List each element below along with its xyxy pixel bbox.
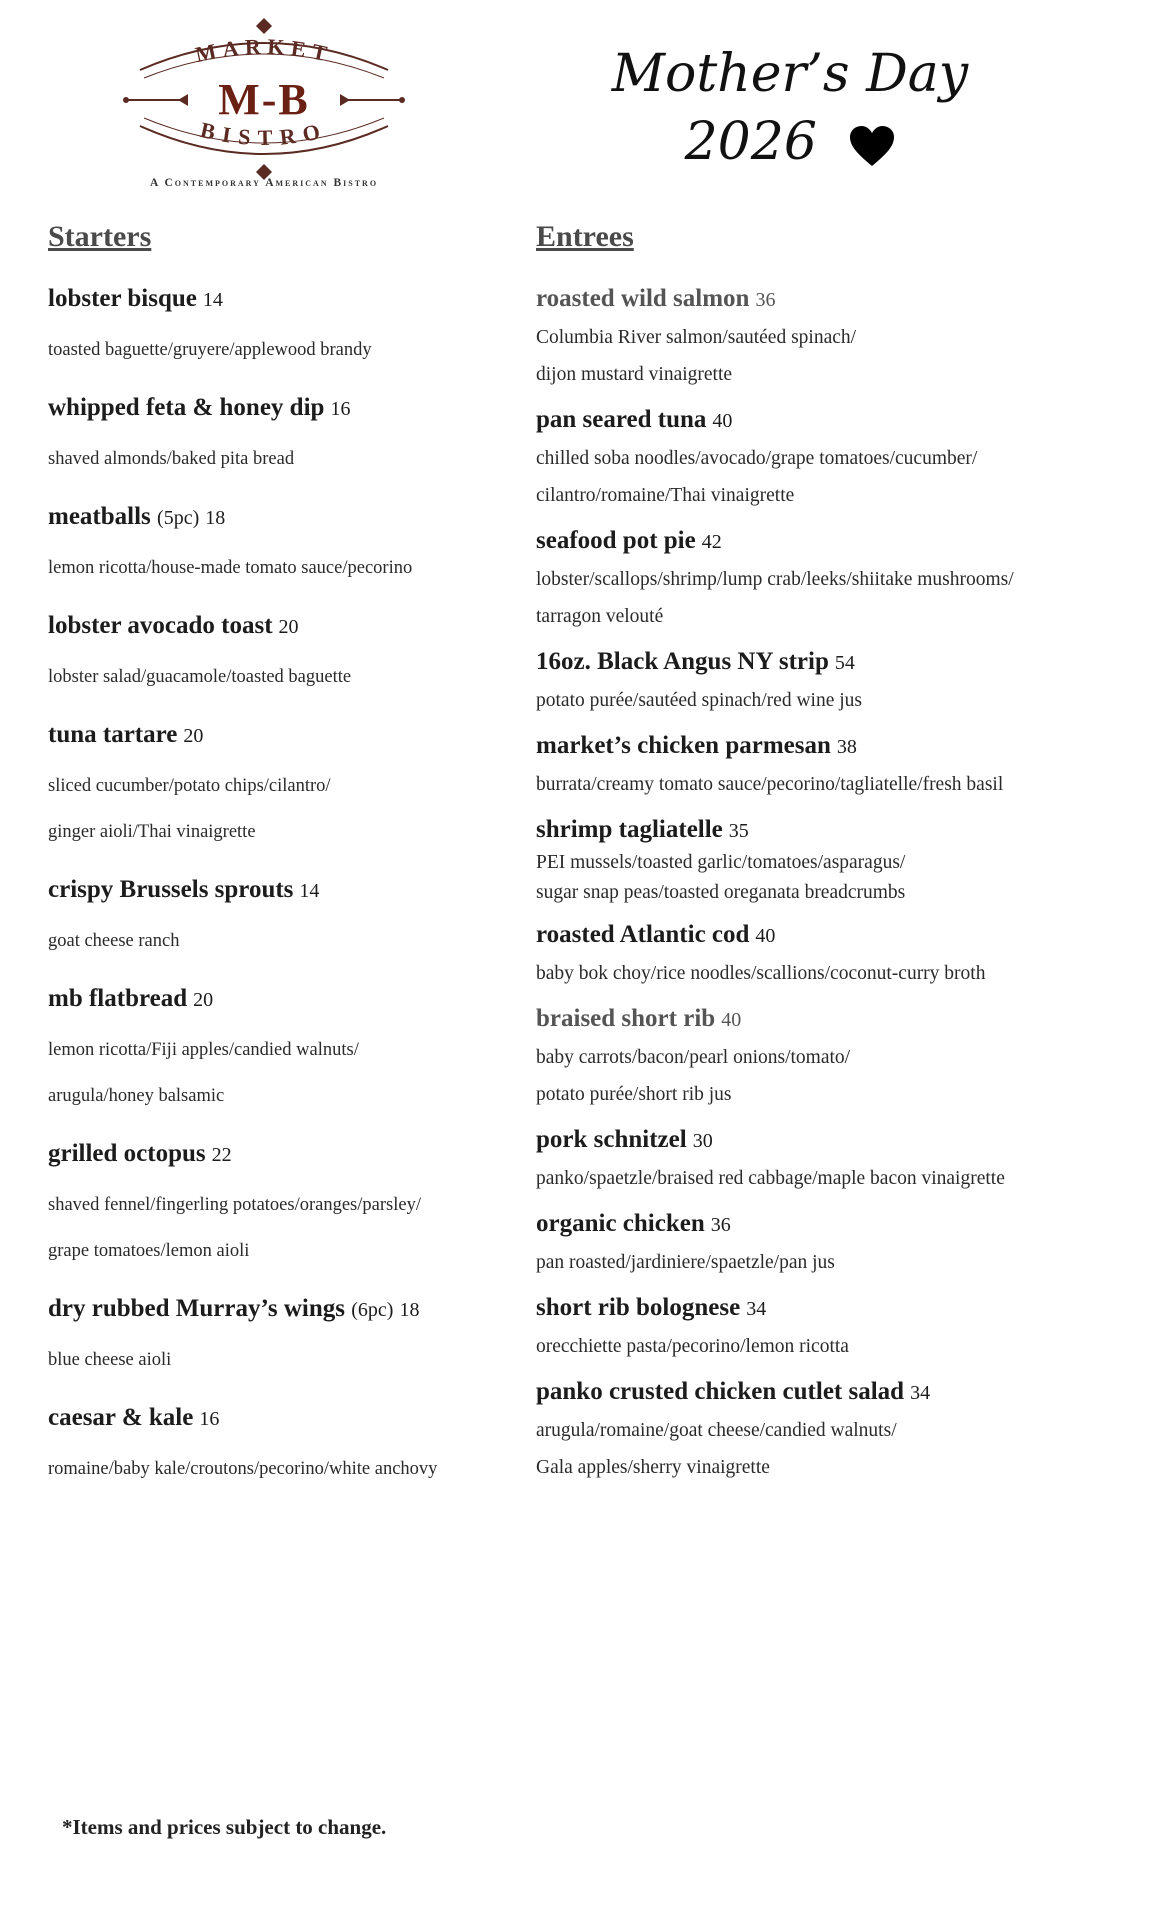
item-description: toasted baguette/gruyere/applewood brandy [48,340,372,360]
item-description: pan roasted/jardiniere/spaetzle/pan jus [536,1252,835,1273]
item-description: potato purée/sautéed spinach/red wine jus [536,690,862,711]
menu-item [48,1139,508,1274]
item-description-line: dijon mustard vinaigrette [536,364,733,385]
heart-icon [849,125,895,167]
item-description: baby bok choy/rice noodles/scallions/coconut-curry broth [536,963,986,984]
item-price: 22 [211,1144,232,1166]
logo-tagline: A Contemporary American Bistro [149,177,379,189]
menu-item [48,502,508,591]
item-description-line: sliced cucumber/potato chips/cilantro/ [48,776,331,796]
menu-item [536,815,1136,908]
item-price: 42 [701,531,722,553]
item-description [536,440,1136,514]
item-name: panko crusted chicken cutlet salad [536,1378,905,1405]
item-name: lobster avocado toast [48,612,273,639]
title-line-2 [600,108,980,176]
item-description-line: grape tomatoes/lemon aioli [48,1241,250,1261]
item-description-line: lemon ricotta/Fiji apples/candied walnuts/ [48,1040,359,1060]
logo-bottom-arc-text: BISTRO [198,116,330,151]
item-name: mb flatbread [48,985,188,1012]
item-name: shrimp tagliatelle [536,816,723,843]
item-price: 38 [836,736,857,758]
menu-item [536,1377,1136,1486]
item-price: 18 [205,507,226,529]
item-description: panko/spaetzle/braised red cabbage/maple bacon vinaigrette [536,1168,1005,1189]
item-price: 18 [399,1299,420,1321]
item-price: 14 [202,289,223,311]
menu-item [536,405,1136,514]
item-description: burrata/creamy tomato sauce/pecorino/tagliatelle/fresh basil [536,774,1004,795]
item-price: 54 [834,652,855,674]
item-description-line: sugar snap peas/toasted oreganata breadcrumbs [536,882,906,903]
item-description-line: Gala apples/sherry vinaigrette [536,1457,770,1478]
menu-item [48,611,508,700]
menu-item [536,920,1136,992]
item-portion: (5pc) [157,507,200,529]
item-description: romaine/baby kale/croutons/pecorino/white anchovy [48,1459,438,1479]
item-description-line: PEI mussels/toasted garlic/tomatoes/asparagus/ [536,852,906,873]
item-description-line: arugula/honey balsamic [48,1086,225,1106]
menu-item [48,720,508,855]
item-description: lemon ricotta/house-made tomato sauce/pecorino [48,558,413,578]
item-description-line: baby carrots/bacon/pearl onions/tomato/ [536,1047,851,1068]
item-price: 34 [910,1382,931,1404]
menu-item [48,875,508,964]
item-description [536,561,1136,635]
item-name: whipped feta & honey dip [48,394,325,421]
logo-top-arc-text: MARKET [193,33,336,68]
item-description-line: Columbia River salmon/sautéed spinach/ [536,327,857,348]
item-description: blue cheese aioli [48,1350,172,1370]
item-name: roasted wild salmon [536,285,750,312]
item-description [48,763,508,855]
item-description-line: potato purée/short rib jus [536,1084,732,1105]
item-description [536,319,1136,393]
item-price: 20 [193,989,214,1011]
logo-graphic [88,14,440,194]
item-description [536,1039,1136,1113]
menu-item [536,1209,1136,1281]
item-name: organic chicken [536,1210,705,1237]
item-description: lobster salad/guacamole/toasted baguette [48,667,352,687]
menu-item [536,284,1136,393]
menu-item [48,393,508,482]
item-price: 30 [692,1130,713,1152]
menu-item [48,984,508,1119]
menu-item [48,284,508,373]
item-price: 14 [299,880,320,902]
item-price: 16 [199,1408,220,1430]
starters-heading: Starters [48,220,152,253]
item-name: pan seared tuna [536,406,707,433]
item-price: 40 [755,925,776,947]
item-name: meatballs [48,503,151,530]
item-description [536,1412,1136,1486]
item-name: crispy Brussels sprouts [48,876,294,903]
starters-section [48,220,508,1512]
item-description-line: lobster/scallops/shrimp/lump crab/leeks/shiitake mushrooms/ [536,569,1014,590]
item-description-line: cilantro/romaine/Thai vinaigrette [536,485,795,506]
logo-mark: M-B [218,75,310,124]
item-price: 36 [755,289,776,311]
menu-item [48,1403,508,1492]
item-price: 16 [330,398,351,420]
item-portion: (6pc) [351,1299,394,1321]
item-description-line: tarragon velouté [536,606,664,627]
item-price: 40 [721,1009,742,1031]
item-description [48,1027,508,1119]
item-name: caesar & kale [48,1404,194,1431]
item-price: 34 [746,1298,767,1320]
item-description: shaved almonds/baked pita bread [48,449,295,469]
item-price: 40 [712,410,733,432]
item-description: orecchiette pasta/pecorino/lemon ricotta [536,1336,849,1357]
item-name: short rib bolognese [536,1294,741,1321]
item-description-line: chilled soba noodles/avocado/grape tomatoes/cucumber/ [536,448,978,469]
item-description-line: shaved fennel/fingerling potatoes/oranges/parsley/ [48,1195,421,1215]
menu-title [600,40,980,176]
item-description-line: arugula/romaine/goat cheese/candied walnuts/ [536,1420,897,1441]
item-price: 20 [278,616,299,638]
title-line-1: Mother’s Day [611,44,969,104]
menu-item [536,1004,1136,1113]
item-name: market’s chicken parmesan [536,732,831,759]
item-name: braised short rib [536,1005,716,1032]
menu-item [536,1125,1136,1197]
item-description-line: ginger aioli/Thai vinaigrette [48,822,256,842]
item-description [48,1182,508,1274]
item-name: dry rubbed Murray’s wings [48,1295,346,1322]
disclaimer: *Items and prices subject to change. [62,1815,387,1839]
market-bistro-logo [88,14,440,194]
item-price: 36 [710,1214,731,1236]
menu-item [536,731,1136,803]
item-name: tuna tartare [48,721,178,748]
menu-item [48,1294,508,1383]
menu-item [536,526,1136,635]
item-price: 20 [183,725,204,747]
item-name: roasted Atlantic cod [536,921,750,948]
title-year: 2026 [684,112,817,172]
entrees-section [536,220,1136,1498]
item-price: 35 [728,820,749,842]
item-name: seafood pot pie [536,527,696,554]
entrees-heading: Entrees [536,220,634,253]
item-name: pork schnitzel [536,1126,687,1153]
item-name: grilled octopus [48,1140,206,1167]
item-name: 16oz. Black Angus NY strip [536,648,829,675]
item-description: goat cheese ranch [48,931,180,951]
item-name: lobster bisque [48,285,197,312]
menu-item [536,1293,1136,1365]
menu-item [536,647,1136,719]
item-description [536,848,1136,908]
